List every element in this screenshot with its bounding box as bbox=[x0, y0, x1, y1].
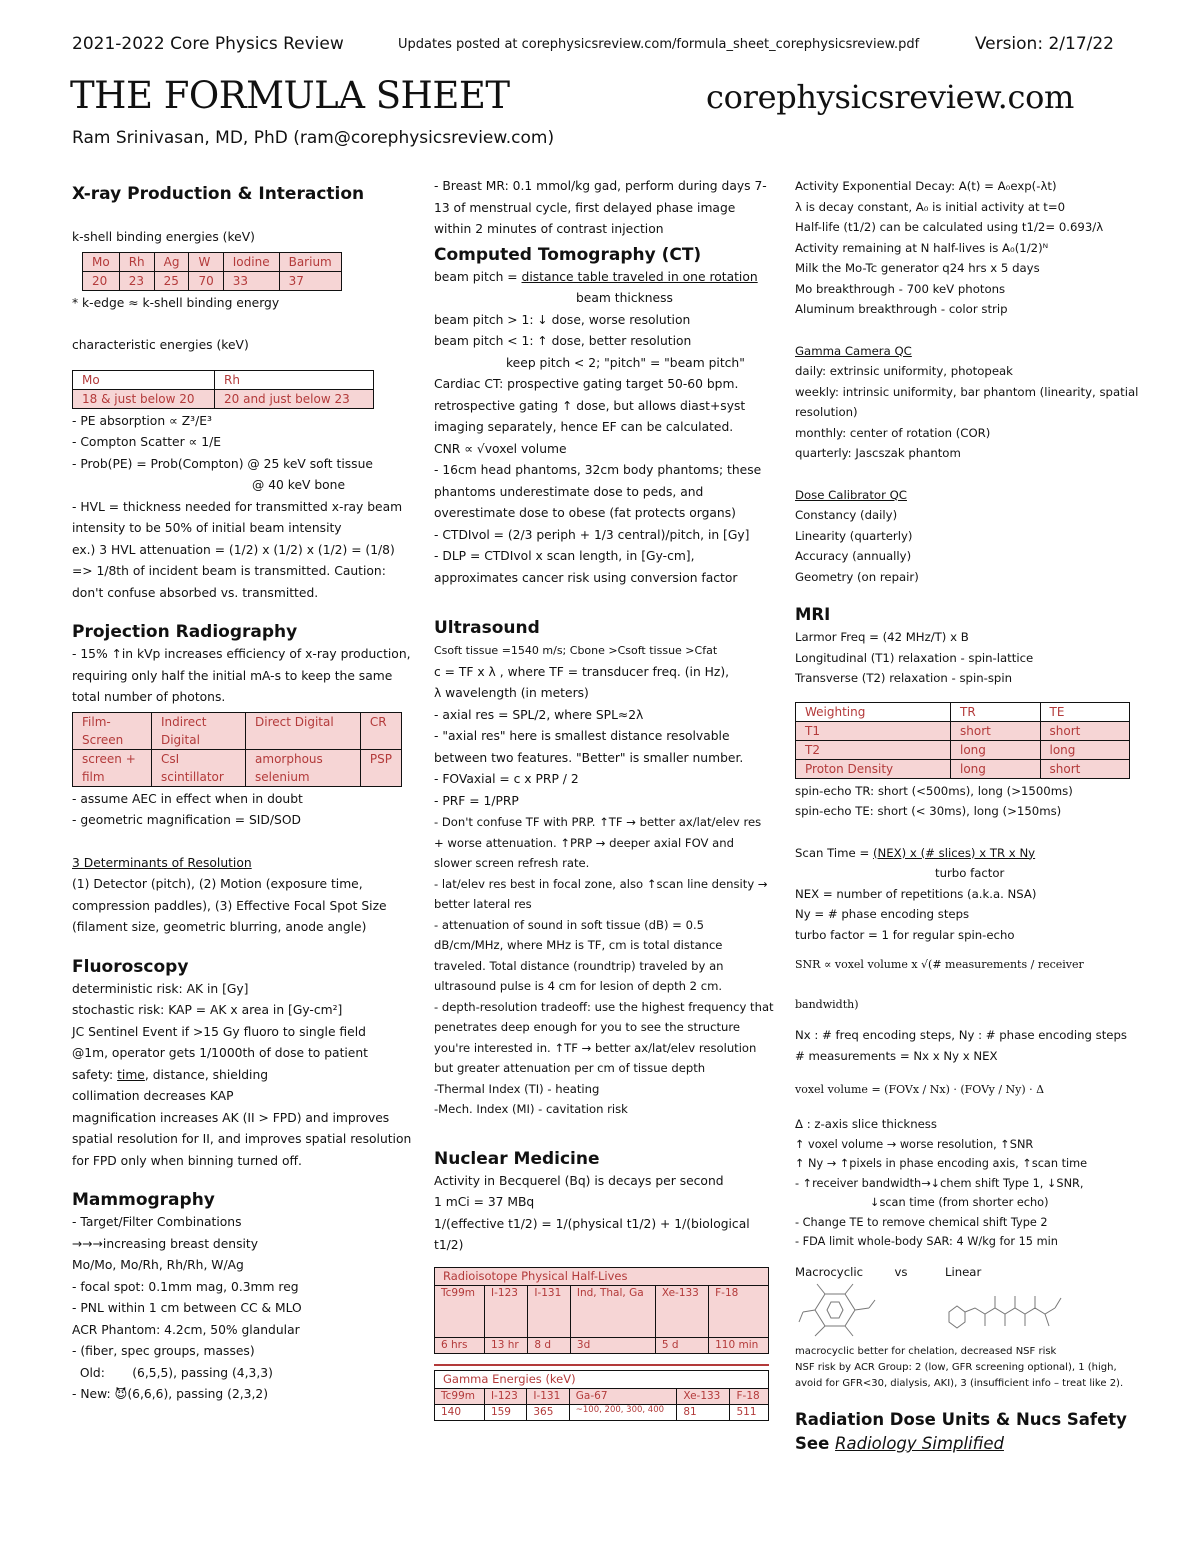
detector-value: amorphous selenium bbox=[246, 749, 361, 786]
halflife-caption: Radioisotope Physical Half-Lives bbox=[434, 1267, 769, 1285]
xray-heading: X-ray Production & Interaction bbox=[72, 184, 365, 204]
pe-absorption: - PE absorption ∝ Z³/E³ bbox=[72, 413, 212, 428]
weighting-cell: short bbox=[951, 721, 1041, 740]
kedge-note: * k-edge ≈ k-shell binding energy bbox=[72, 295, 280, 310]
kshell-label: k-shell binding energies (keV) bbox=[72, 230, 255, 244]
halflife-value: 6 hrs bbox=[435, 1337, 485, 1353]
halflife-table-wrap bbox=[434, 1267, 769, 1354]
mri-line: Transverse (T2) relaxation - spin-spin bbox=[795, 671, 1013, 685]
gamma-value: 159 bbox=[484, 1404, 526, 1420]
kshell-value: 20 bbox=[83, 271, 120, 290]
mri-line: Longitudinal (T1) relaxation - spin-lattice bbox=[795, 650, 1034, 665]
dose-qc-line: Geometry (on repair) bbox=[795, 569, 919, 584]
us-line: - Don't confuse TF with PRP. ↑TF → better ax/lat/elev res + worse attenuation. ↑PRP → deeper axial FOV and slower screen refresh rate. bbox=[434, 815, 762, 870]
halflife-table bbox=[434, 1285, 769, 1354]
us-line: λ wavelength (in meters) bbox=[434, 686, 589, 700]
gamma-table bbox=[434, 1388, 769, 1421]
radiology-simplified-link[interactable]: Radiology Simplified bbox=[835, 1434, 1004, 1453]
fluoro-line: deterministic risk: AK in [Gy] bbox=[72, 981, 249, 996]
magnification-note: - geometric magnification = SID/SOD bbox=[72, 813, 301, 827]
dose-qc-heading: Dose Calibrator QC bbox=[795, 487, 907, 502]
fluoro-line: JC Sentinel Event if >15 Gy fluoro to single field bbox=[72, 1024, 366, 1039]
mri-line: ↓scan time (from shorter echo) bbox=[870, 1196, 1049, 1209]
scan-prefix: Scan Time = bbox=[795, 845, 873, 860]
nm-heading: Nuclear Medicine bbox=[434, 1148, 600, 1169]
kshell-header: Rh bbox=[119, 252, 154, 271]
decay-line: Aluminum breakthrough - color strip bbox=[795, 302, 1008, 316]
pitch-prefix: beam pitch = bbox=[434, 269, 522, 284]
author-line: Ram Srinivasan, MD, PhD (ram@corephysicsreview.com) bbox=[72, 128, 555, 148]
see-prefix: See bbox=[795, 1434, 836, 1453]
gamma-value: 511 bbox=[730, 1404, 769, 1420]
safety-line bbox=[72, 1065, 412, 1087]
halflife-value: 3d bbox=[570, 1337, 655, 1353]
mri-line: spin-echo TE: short (< 30ms), long (>150ms) bbox=[795, 804, 1062, 818]
weighting-cell: long bbox=[951, 740, 1041, 759]
mri-line: Δ : z-axis slice thickness bbox=[795, 1117, 937, 1131]
us-line: -Mech. Index (MI) - cavitation risk bbox=[434, 1102, 628, 1116]
safety-time: time bbox=[117, 1067, 145, 1082]
dose-qc-line: Accuracy (annually) bbox=[795, 549, 912, 563]
halflife-header: Tc99m bbox=[435, 1285, 485, 1337]
halflife-header: I-123 bbox=[485, 1285, 528, 1337]
gamma-caption: Gamma Energies (keV) bbox=[434, 1370, 769, 1388]
weighting-cell: T2 bbox=[796, 740, 951, 759]
us-line: - PRF = 1/PRP bbox=[434, 793, 519, 808]
weighting-cell: long bbox=[1040, 740, 1130, 759]
weighting-header: TR bbox=[951, 702, 1041, 721]
us-line: - axial res = SPL/2, where SPL≈2λ bbox=[434, 707, 644, 722]
column-1 bbox=[72, 176, 412, 1406]
gamma-header: Ga-67 bbox=[569, 1388, 677, 1404]
scan-time-formula bbox=[795, 843, 1140, 864]
gamma-qc-line: daily: extrinsic uniformity, photopeak bbox=[795, 364, 1013, 378]
detector-value: PSP bbox=[360, 749, 401, 786]
gamma-header: I-131 bbox=[527, 1388, 569, 1404]
us-line: - attenuation of sound in soft tissue (dB) = 0.5 dB/cm/MHz, where MHz is TF, cm is total distance traveled. Total distance (roundtrip) traveled by an ultrasound pulse is 4 cm for lesion of depth 2 cm. bbox=[434, 917, 724, 993]
gamma-header: Tc99m bbox=[435, 1388, 485, 1404]
kshell-header: Mo bbox=[83, 252, 120, 271]
kshell-header: Ag bbox=[154, 252, 189, 271]
linear-molecule-icon bbox=[939, 1282, 1069, 1340]
prob-pe: - Prob(PE) = Prob(Compton) @ 25 keV soft tissue bbox=[72, 456, 373, 471]
gamma-value: 140 bbox=[435, 1404, 485, 1420]
decay-line: λ is decay constant, A₀ is initial activity at t=0 bbox=[795, 199, 1066, 214]
gamma-table-wrap bbox=[434, 1370, 769, 1421]
mammo-line: - PNL within 1 cm between CC & MLO bbox=[72, 1301, 302, 1315]
vs-label: vs bbox=[894, 1264, 908, 1279]
top-bar bbox=[72, 34, 1128, 60]
column-3 bbox=[795, 176, 1140, 1456]
halflife-value: 13 hr bbox=[485, 1337, 528, 1353]
fluoro-line: @1m, operator gets 1/1000th of dose to patient bbox=[72, 1046, 368, 1060]
gamma-qc-line: monthly: center of rotation (COR) bbox=[795, 425, 991, 440]
nm-line: 1 mCi = 37 MBq bbox=[434, 1195, 535, 1209]
halflife-header: I-131 bbox=[528, 1285, 571, 1337]
kshell-value: 37 bbox=[279, 271, 341, 290]
scan-numerator: (NEX) x (# slices) x TR x Ny bbox=[872, 845, 1036, 860]
kvp-note: - 15% ↑in kVp increases efficiency of x-ray production, requiring only half the initial mA-s to keep the same total number of photons. bbox=[72, 647, 411, 704]
char-header: Rh bbox=[215, 370, 374, 389]
characteristic-table bbox=[72, 370, 374, 409]
us-line: -Thermal Index (TI) - heating bbox=[434, 1081, 600, 1096]
kshell-table bbox=[82, 252, 342, 291]
compton-scatter: - Compton Scatter ∝ 1/E bbox=[72, 435, 221, 449]
mri-line: - ↑receiver bandwidth→↓chem shift Type 1, ↓SNR, bbox=[795, 1176, 1084, 1190]
us-line: Csoft tissue =1540 m/s; Cbone >Csoft tissue >Cfat bbox=[434, 644, 718, 657]
voxel-formula: voxel volume = (FOVx / Nx) · (FOVy / Ny) · Δ bbox=[795, 1083, 1045, 1096]
column-2 bbox=[434, 176, 774, 1423]
course-name: 2021-2022 Core Physics Review bbox=[72, 34, 344, 54]
nm-line: Activity in Becquerel (Bq) is decays per second bbox=[434, 1173, 724, 1188]
page-title: THE FORMULA SHEET bbox=[70, 74, 510, 117]
mammo-line: ACR Phantom: 4.2cm, 50% glandular bbox=[72, 1322, 300, 1337]
fluoro-line: stochastic risk: KAP = AK x area in [Gy-cm²] bbox=[72, 1003, 343, 1017]
nsf-line: macrocyclic better for chelation, decreased NSF risk bbox=[795, 1346, 1057, 1357]
dose-qc-line: Constancy (daily) bbox=[795, 508, 898, 522]
ct-line: beam pitch > 1: ↓ dose, worse resolution bbox=[434, 312, 691, 327]
us-line: c = TF x λ , where TF = transducer freq. (in Hz), bbox=[434, 664, 730, 679]
characteristic-label: characteristic energies (keV) bbox=[72, 338, 249, 352]
mammo-line: Mo/Mo, Mo/Rh, Rh/Rh, W/Ag bbox=[72, 1258, 244, 1272]
weighting-header: Weighting bbox=[796, 702, 951, 721]
molecule-images bbox=[795, 1282, 1140, 1344]
safety-prefix: safety: bbox=[72, 1067, 118, 1082]
gad-labels bbox=[795, 1262, 1140, 1283]
weighting-cell: long bbox=[951, 759, 1041, 778]
hvl-definition: - HVL = thickness needed for transmitted x-ray beam intensity to be 50% of initial beam intensity bbox=[72, 499, 403, 535]
gamma-qc-line: quarterly: Jascszak phantom bbox=[795, 446, 961, 460]
breast-mr-note: - Breast MR: 0.1 mmol/kg gad, perform during days 7-13 of menstrual cycle, first delayed phase image within 2 minutes of contrast injection bbox=[434, 179, 767, 236]
decay-line: Activity remaining at N half-lives is A₀(1/2)ᴺ bbox=[795, 240, 1049, 255]
halflife-value: 5 d bbox=[655, 1337, 708, 1353]
weighting-cell: short bbox=[1040, 721, 1130, 740]
mri-line: - FDA limit whole-body SAR: 4 W/kg for 15 min bbox=[795, 1235, 1058, 1248]
pitch-formula bbox=[434, 267, 774, 289]
pitch-denominator: beam thickness bbox=[576, 291, 673, 305]
gamma-value: 81 bbox=[677, 1404, 730, 1420]
decay-line: Half-life (t1/2) can be calculated using t1/2= 0.693/λ bbox=[795, 220, 1104, 234]
ct-line: retrospective gating ↑ dose, but allows diast+syst imaging separately, hence EF can be calculated. bbox=[434, 398, 746, 434]
gamma-header: I-123 bbox=[484, 1388, 526, 1404]
ct-line: Cardiac CT: prospective gating target 50-60 bpm. bbox=[434, 377, 739, 391]
detector-value: CsI scintillator bbox=[151, 749, 245, 786]
determinants-heading: 3 Determinants of Resolution bbox=[72, 855, 252, 870]
mri-heading: MRI bbox=[795, 605, 831, 624]
gamma-qc-heading: Gamma Camera QC bbox=[795, 343, 912, 358]
mri-line: ↑ voxel volume → worse resolution, ↑SNR bbox=[795, 1137, 1034, 1151]
ct-line: beam pitch < 1: ↑ dose, better resolution bbox=[434, 334, 692, 348]
mammo-line: - Target/Filter Combinations bbox=[72, 1215, 242, 1229]
ct-line: keep pitch < 2; "pitch" = "beam pitch" bbox=[506, 355, 745, 370]
mammo-line: →→→increasing breast density bbox=[72, 1236, 259, 1251]
mri-line: # measurements = Nx x Ny x NEX bbox=[795, 1048, 998, 1063]
mammo-heading: Mammography bbox=[72, 1190, 215, 1210]
fluoro-line: collimation decreases KAP bbox=[72, 1089, 234, 1103]
kshell-header: Iodine bbox=[223, 252, 279, 271]
gamma-value: 365 bbox=[527, 1404, 569, 1420]
cnr-formula: CNR ∝ √voxel volume bbox=[434, 441, 567, 456]
mri-line: - Change TE to remove chemical shift Type 2 bbox=[795, 1215, 1048, 1229]
ct-heading: Computed Tomography (CT) bbox=[434, 244, 702, 265]
halflife-header: F-18 bbox=[709, 1285, 769, 1337]
decay-line: Activity Exponential Decay: A(t) = A₀exp(-λt) bbox=[795, 179, 1057, 193]
kshell-value: 23 bbox=[119, 271, 154, 290]
mri-line: turbo factor = 1 for regular spin-echo bbox=[795, 927, 1015, 942]
divider bbox=[434, 1356, 769, 1366]
version-label: Version: 2/17/22 bbox=[974, 34, 1114, 54]
detector-value: screen + film bbox=[73, 749, 152, 786]
halflife-header: Ind, Thal, Ga bbox=[570, 1285, 655, 1337]
weighting-table bbox=[795, 702, 1130, 779]
weighting-cell: short bbox=[1040, 759, 1130, 778]
dose-qc-line: Linearity (quarterly) bbox=[795, 528, 913, 543]
nm-line: 1/(effective t1/2) = 1/(physical t1/2) + 1/(biological t1/2) bbox=[434, 1216, 750, 1252]
us-line: - "axial res" here is smallest distance resolvable between two features. "Better" is smaller number. bbox=[434, 729, 744, 765]
decay-line: Milk the Mo-Tc generator q24 hrs x 5 days bbox=[795, 261, 1040, 275]
pitch-numerator: distance table traveled in one rotation bbox=[521, 269, 758, 284]
mammo-line: Old: (6,5,5), passing (4,3,3) bbox=[72, 1365, 273, 1380]
updates-url[interactable]: Updates posted at corephysicsreview.com/formula_sheet_corephysicsreview.pdf bbox=[398, 37, 920, 52]
gamma-header: F-18 bbox=[730, 1388, 769, 1404]
halflife-value: 110 min bbox=[709, 1337, 769, 1353]
char-value: 20 and just below 23 bbox=[215, 389, 374, 408]
prob-bone: @ 40 keV bone bbox=[252, 478, 346, 492]
us-line: - FOVaxial = c x PRP / 2 bbox=[434, 772, 579, 786]
char-value: 18 & just below 20 bbox=[73, 389, 215, 408]
mri-line: NEX = number of repetitions (a.k.a. NSA) bbox=[795, 886, 1037, 901]
ct-line: - CTDIvol = (2/3 periph + 1/3 central)/pitch, in [Gy] bbox=[434, 527, 750, 542]
hvl-example: ex.) 3 HVL attenuation = (1/2) x (1/2) x (1/2) = (1/8) => 1/8th of incident beam is transmitted. Caution: don't confuse absorbed vs. transmitted. bbox=[72, 542, 395, 600]
mri-line: Larmor Freq = (42 MHz/T) x B bbox=[795, 630, 969, 644]
macrocyclic-molecule-icon bbox=[795, 1282, 885, 1340]
kshell-value: 33 bbox=[223, 271, 279, 290]
char-header: Mo bbox=[73, 370, 215, 389]
snr-formula: SNR ∝ voxel volume x √(# measurements / receiver bandwidth) bbox=[795, 958, 1084, 1011]
ct-line: - DLP = CTDIvol x scan length, in [Gy-cm], approximates cancer risk using conversion factor bbox=[434, 549, 738, 585]
detector-header: Indirect Digital bbox=[151, 712, 245, 749]
fluoro-heading: Fluoroscopy bbox=[72, 956, 189, 977]
see-line bbox=[795, 1432, 1140, 1456]
us-line: - lat/elev res best in focal zone, also ↑scan line density → better lateral res bbox=[434, 876, 768, 911]
decay-line: Mo breakthrough - 700 keV photons bbox=[795, 281, 1006, 296]
site-name[interactable]: corephysicsreview.com bbox=[706, 78, 1075, 116]
mri-line: spin-echo TR: short (<500ms), long (>1500ms) bbox=[795, 783, 1073, 798]
kshell-value: 25 bbox=[154, 271, 189, 290]
mammo-line: - (fiber, spec groups, masses) bbox=[72, 1344, 255, 1358]
safety-rest: , distance, shielding bbox=[144, 1067, 269, 1082]
detector-table bbox=[72, 712, 402, 787]
scan-denominator: turbo factor bbox=[935, 866, 1005, 880]
nsf-line: NSF risk by ACR Group: 2 (low, GFR screening optional), 1 (high, avoid for GFR<30, dialysis, AKI), 3 (insufficient info – treat like 2). bbox=[795, 1362, 1124, 1389]
mammo-line: - focal spot: 0.1mm mag, 0.3mm reg bbox=[72, 1279, 299, 1294]
kshell-header: W bbox=[189, 252, 223, 271]
gamma-value: ~100, 200, 300, 400 bbox=[569, 1404, 677, 1420]
dose-units-heading: Radiation Dose Units & Nucs Safety bbox=[795, 1410, 1127, 1429]
determinants-text: (1) Detector (pitch), (2) Motion (exposure time, compression paddles), (3) Effective Focal Spot Size (filament size, geometric blurring, anode angle) bbox=[72, 877, 387, 934]
mri-line: Ny = # phase encoding steps bbox=[795, 907, 970, 921]
kshell-header: Barium bbox=[279, 252, 341, 271]
detector-header: Direct Digital bbox=[246, 712, 361, 749]
projection-heading: Projection Radiography bbox=[72, 622, 298, 642]
fluoro-line: magnification increases AK (II > FPD) and improves spatial resolution for II, and improves spatial resolution for FPD only when binning turned off. bbox=[72, 1110, 412, 1168]
linear-label: Linear bbox=[944, 1264, 982, 1279]
mri-line: ↑ Ny → ↑pixels in phase encoding axis, ↑scan time bbox=[795, 1157, 1088, 1170]
mammo-line: - New: 😈(6,6,6), passing (2,3,2) bbox=[72, 1387, 269, 1401]
macro-label: Macrocyclic bbox=[795, 1264, 864, 1279]
weighting-header: TE bbox=[1040, 702, 1130, 721]
detector-header: CR bbox=[360, 712, 401, 749]
weighting-cell: T1 bbox=[796, 721, 951, 740]
kshell-value: 70 bbox=[189, 271, 223, 290]
ct-line: - 16cm head phantoms, 32cm body phantoms; these phantoms underestimate dose to peds, and overestimate dose to obese (fat protects organs) bbox=[434, 463, 762, 520]
detector-header: Film-Screen bbox=[73, 712, 152, 749]
halflife-header: Xe-133 bbox=[655, 1285, 708, 1337]
aec-note: - assume AEC in effect when in doubt bbox=[72, 791, 303, 806]
us-line: - depth-resolution tradeoff: use the highest frequency that penetrates deep enough for you to see the structure you're interested in. ↑TF → better ax/lat/elev resolution but greater attenuation per cm of tissue depth bbox=[434, 999, 774, 1075]
mri-line: Nx : # freq encoding steps, Ny : # phase encoding steps bbox=[795, 1028, 1127, 1042]
gamma-header: Xe-133 bbox=[677, 1388, 730, 1404]
gamma-qc-line: weekly: intrinsic uniformity, bar phantom (linearity, spatial resolution) bbox=[795, 384, 1139, 419]
us-heading: Ultrasound bbox=[434, 618, 540, 638]
weighting-cell: Proton Density bbox=[796, 759, 951, 778]
halflife-value: 8 d bbox=[528, 1337, 571, 1353]
